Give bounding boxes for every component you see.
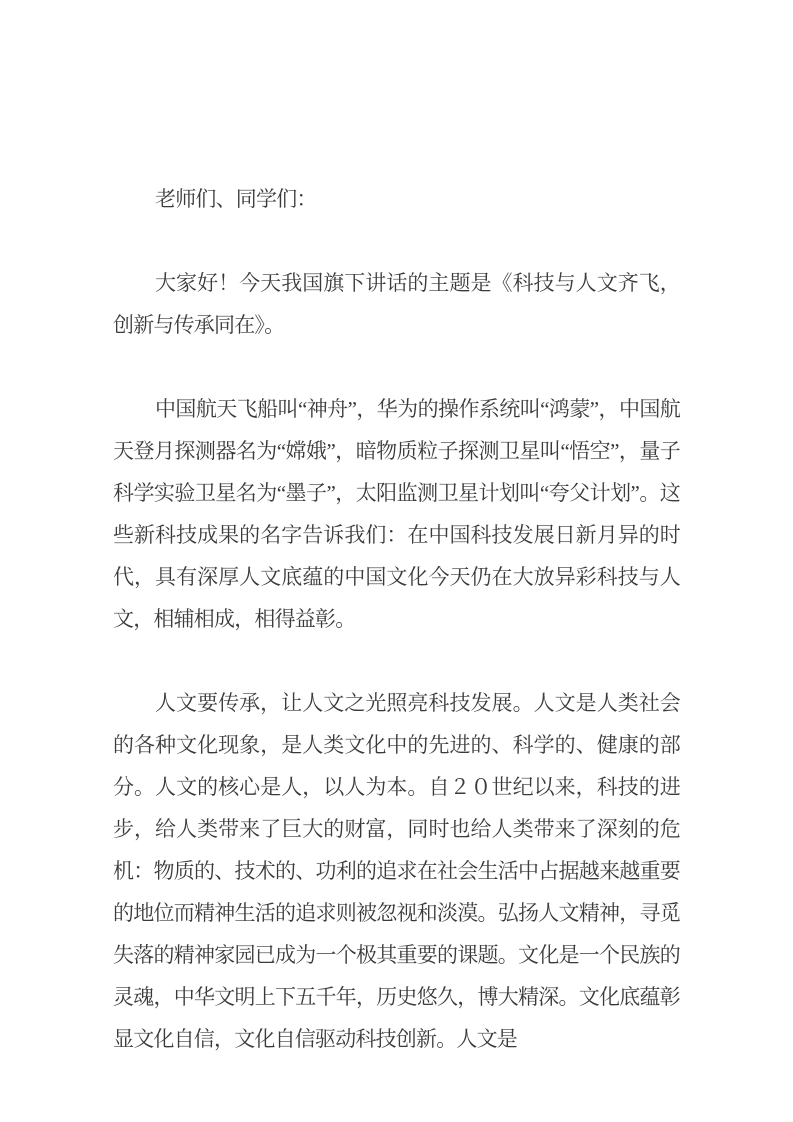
humanities-heritage-paragraph: 人文要传承，让人文之光照亮科技发展。人文是人类社会的各种文化现象，是人类文化中的先进的、科学的、健康的部分。人文的核心是人，以人为本。自２０世纪以来，科技的进步，给人类带来了巨大的财富，同时也给人类带来了深刻的危机：物质的、技术的、功利的追求在社会生活中占据越来越重要的地位而精神生活的追求则被忽视和淡漠。弘扬人文精神，寻觅失落的精神家园已成为一个极其重要的课题。文化是一个民族的灵魂，中华文明上下五千年，历史悠久，博大精深。文化底蕴彰显文化自信，文化自信驱动科技创新。人文是: [113, 691, 680, 1051]
speech-topic-paragraph: 大家好！今天我国旗下讲话的主题是《科技与人文齐飞，创新与传承同在》。: [113, 271, 680, 337]
tech-achievement-names-paragraph: 中国航天飞船叫“神舟”，华为的操作系统叫“鸿蒙”，中国航天登月探测器名为“嫦娥”，暗物质粒子探测卫星叫“悟空”，量子科学实验卫星名为“墨子”，太阳监测卫星计划叫“夸父计划”。这些新科技成果的名字告诉我们：在中国科技发展日新月异的时代，具有深厚人文底蕴的中国文化今天仍在大放异彩科技与人文，相辅相成，相得益彰。: [113, 397, 680, 631]
salutation-line: 老师们、同学们：: [155, 187, 317, 211]
